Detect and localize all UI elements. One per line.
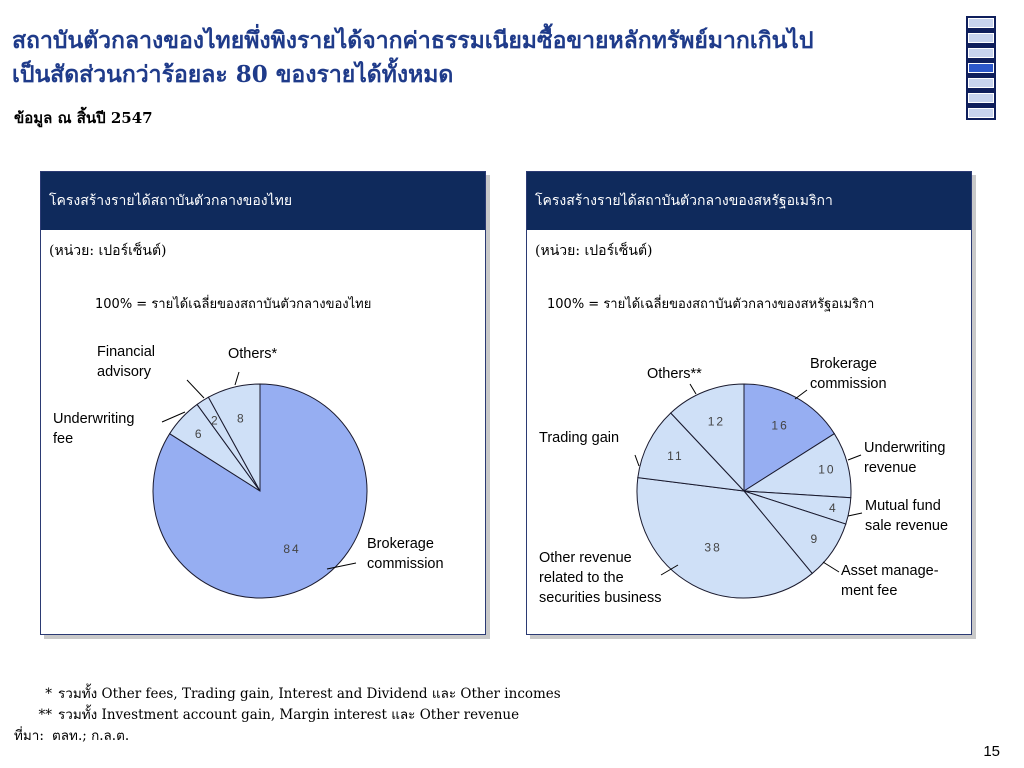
footnote-2: ** รวมทั้ง Investment account gain, Margin interest และ Other revenue	[38, 707, 520, 723]
unit-note: (หน่วย: เปอร์เซ็นต์)	[49, 243, 167, 259]
data-label-underwriting-revenue: 10	[818, 462, 836, 477]
leader-line-underwriting-revenue	[848, 455, 861, 460]
data-label-asset-management-fee: 9	[810, 532, 820, 547]
panel-header: โครงสร้างรายได้สถาบันตัวกลางของไทย	[41, 172, 485, 230]
data-label-others: 8	[237, 411, 246, 426]
leader-line-brokerage-commission	[795, 390, 807, 399]
thai-pie-chart	[41, 172, 485, 634]
source-note: ที่มา: ตลท.; ก.ล.ต.	[14, 728, 130, 744]
leader-line-mutual-fund-sale-revenue	[848, 513, 862, 516]
page-subtitle: ข้อมูล ณ สิ้นปี 2547	[14, 109, 153, 127]
category-label-other-revenue-related-to-the-securities-business: Other revenue related to the securities business	[539, 550, 662, 606]
category-label-financial-advisory: Financial advisory	[97, 344, 156, 380]
footnotes	[14, 684, 561, 747]
page-title	[12, 24, 942, 92]
page-number: 15	[983, 743, 1000, 760]
footnote-1: * รวมทั้ง Other fees, Trading gain, Interest and Dividend และ Other incomes	[45, 686, 561, 702]
data-label-brokerage-commission: 16	[771, 418, 789, 433]
data-label-mutual-fund-sale-revenue: 4	[828, 501, 838, 515]
basis-note: 100% = รายได้เฉลี่ยของสถาบันตัวกลางของไทย	[95, 297, 372, 312]
us-revenue-panel	[526, 171, 972, 635]
unit-note: (หน่วย: เปอร์เซ็นต์)	[535, 243, 653, 259]
category-label-underwriting-revenue: Underwriting revenue	[864, 440, 946, 476]
data-label-others: 12	[707, 414, 726, 429]
title-line-2: เป็นสัดส่วนกว่าร้อยละ 80 ของรายได้ทั้งหมด	[12, 61, 454, 88]
category-label-others: Others*	[228, 346, 278, 362]
category-label-mutual-fund-sale-revenue: Mutual fund sale revenue	[865, 498, 949, 534]
title-line-1: สถาบันตัวกลางของไทยพึ่งพิงรายได้จากค่าธรรมเนียมซื้อขายหลักทรัพย์มากเกินไป	[12, 27, 814, 54]
leader-line-others	[235, 372, 239, 385]
leader-line-trading-gain	[635, 455, 639, 466]
panel-header: โครงสร้างรายได้สถาบันตัวกลางของสหรัฐอเมริกา	[527, 172, 971, 230]
data-label-other-revenue-related-to-the-securities-business: 38	[704, 540, 722, 555]
data-label-brokerage-commission: 84	[283, 542, 301, 557]
category-label-trading-gain: Trading gain	[539, 430, 620, 446]
us-pie-chart	[527, 172, 971, 634]
leader-line-others	[690, 384, 696, 394]
data-label-underwriting-fee: 6	[194, 426, 204, 441]
category-label-brokerage-commission: Brokerage commission	[810, 356, 887, 392]
category-label-underwriting-fee: Underwriting fee	[53, 411, 135, 447]
leader-line-financial-advisory	[187, 380, 204, 398]
leader-line-asset-management-fee	[823, 562, 839, 572]
data-label-trading-gain: 11	[667, 449, 684, 463]
data-label-financial-advisory: 2	[210, 413, 220, 428]
basis-note: 100% = รายได้เฉลี่ยของสถาบันตัวกลางของสหรัฐอเมริกา	[547, 297, 875, 312]
category-label-asset-management-fee: Asset manage-ment fee	[841, 563, 939, 599]
category-label-brokerage-commission: Brokerage commission	[367, 536, 444, 572]
category-label-others: Others**	[647, 366, 702, 382]
company-logo-icon	[966, 16, 996, 120]
thai-revenue-panel	[40, 171, 486, 635]
